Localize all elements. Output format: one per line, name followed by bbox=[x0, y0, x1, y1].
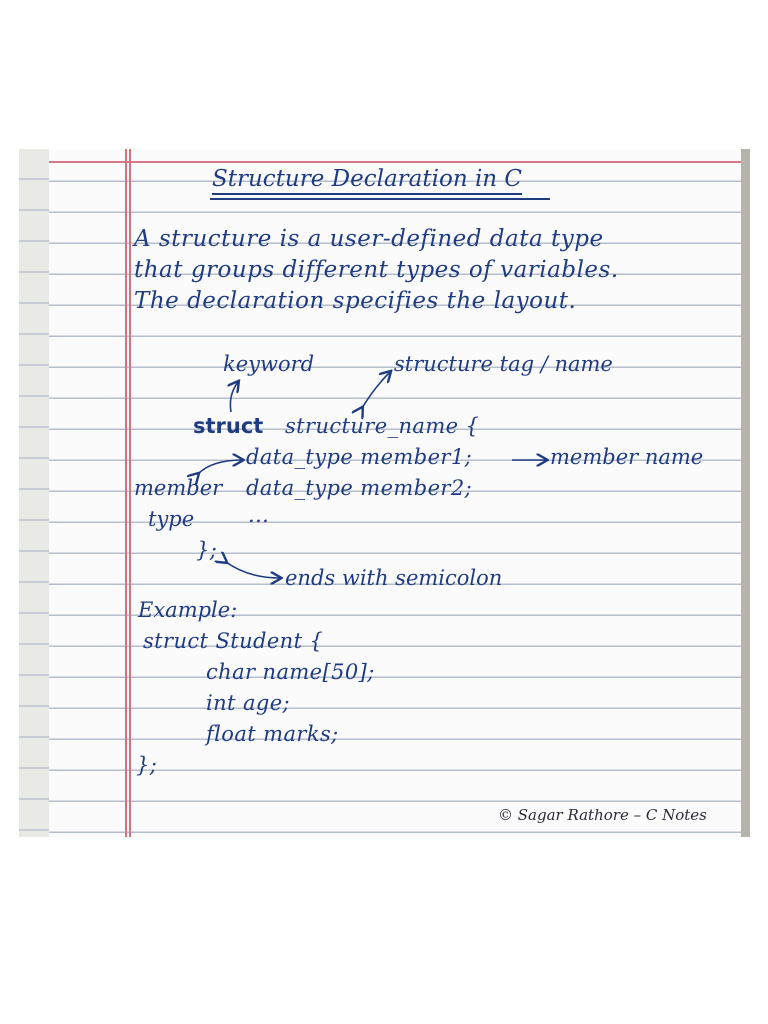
example-line-2: int age; bbox=[206, 691, 291, 715]
definition-line-3: The declaration specifies the layout. bbox=[134, 288, 577, 314]
example-line-1: char name[50]; bbox=[206, 660, 375, 684]
title-underline bbox=[210, 198, 550, 200]
left-page-edge bbox=[19, 149, 51, 837]
struct-header: structure_name { bbox=[285, 414, 480, 438]
member1-line: data_type member1; bbox=[246, 445, 473, 469]
struct-close: }; bbox=[196, 538, 218, 562]
example-label: Example: bbox=[138, 598, 238, 622]
example-close: }; bbox=[136, 753, 158, 777]
struct-keyword: struct bbox=[193, 414, 264, 438]
example-line-3: float marks; bbox=[206, 722, 339, 746]
top-band bbox=[49, 149, 741, 163]
semicolon-note: ends with semicolon bbox=[285, 566, 503, 590]
member-name-label: member name bbox=[550, 445, 704, 469]
margin-line-2 bbox=[129, 149, 131, 837]
page-title: Structure Declaration in C bbox=[212, 166, 522, 195]
definition-line-2: that groups different types of variables. bbox=[134, 257, 619, 283]
member-label: member bbox=[134, 476, 223, 500]
right-page-edge bbox=[741, 149, 750, 837]
member2-line: data_type member2; bbox=[246, 476, 473, 500]
definition-line-1: A structure is a user-defined data type bbox=[134, 226, 604, 252]
ellipsis: ... bbox=[248, 503, 270, 527]
type-label: type bbox=[148, 507, 195, 531]
keyword-label: keyword bbox=[223, 352, 315, 376]
tag-label: structure tag / name bbox=[394, 352, 613, 376]
credit-text: © Sagar Rathore – C Notes bbox=[498, 806, 707, 824]
margin-line bbox=[125, 149, 127, 837]
example-header: struct Student { bbox=[143, 629, 324, 653]
